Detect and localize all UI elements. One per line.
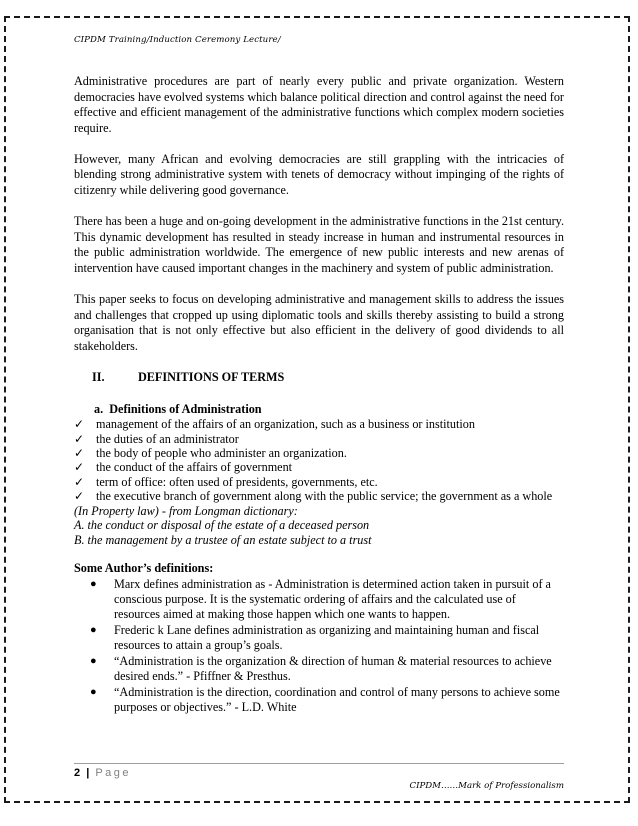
document-body: [74, 74, 564, 716]
checkmark-icon: ✓: [74, 445, 85, 460]
paragraph: Administrative procedures are part of nearly every public and private organization. Western democracies have evolved systems which balance political direction and control against the need for effective and efficient management of the administrative functions which complex modern societies require.: [74, 74, 564, 135]
page-label: Page: [95, 767, 132, 779]
author-definition-text: “Administration is the organization & direction of human & material resources to achieve desired ends.” - Pfiffner & Presthus.: [114, 653, 552, 684]
definition-text: the conduct of the affairs of government: [96, 460, 293, 475]
property-law-heading: (In Property law) - from Longman dictionary:: [74, 503, 298, 518]
list-item: [74, 460, 564, 474]
bullet-icon: ●: [90, 624, 97, 637]
definitions-list: [74, 417, 564, 503]
list-item: [74, 685, 564, 715]
page-separator: |: [86, 767, 90, 779]
bullet-icon: ●: [90, 654, 97, 667]
author-definition-text: Frederic k Lane defines administration as organizing and maintaining human and fiscal resources to attain a group’s goals.: [114, 623, 540, 653]
author-definition-text: “Administration is the direction, coordination and control of many persons to achieve some purposes or objectives.” - L.D. White: [114, 684, 560, 715]
list-item: [74, 623, 564, 653]
running-header: CIPDM Training/Induction Ceremony Lecture/: [74, 35, 281, 45]
list-item: [74, 475, 564, 489]
page-number-value: 2: [74, 767, 81, 779]
definition-text: term of office: often used of presidents, governments, etc.: [96, 474, 378, 489]
subsection-title: Definitions of Administration: [109, 401, 262, 416]
footer-divider: [74, 763, 564, 764]
list-item: [74, 654, 564, 684]
definition-text: management of the affairs of an organization, such as a business or institution: [96, 417, 475, 432]
checkmark-icon: ✓: [74, 431, 85, 446]
checkmark-icon: ✓: [74, 474, 85, 489]
list-item: [74, 446, 564, 460]
paragraph: This paper seeks to focus on developing administrative and management skills to address the issues and challenges that cropped up using diplomatic tools and skills thereby assisting to build a strong organisation that is not only effective but also efficient in the delivery of good dividends to all stakeholders.: [74, 292, 564, 353]
list-item: [74, 432, 564, 446]
bullet-icon: ●: [90, 577, 97, 590]
subsection-heading: [94, 402, 564, 418]
checkmark-icon: ✓: [74, 489, 85, 504]
author-definitions-list: [74, 577, 564, 715]
list-item: [74, 489, 564, 503]
footer-tagline: CIPDM……Mark of Professionalism: [409, 781, 564, 791]
paragraph: There has been a huge and on-going development in the administrative functions in the 21st century. This dynamic development has resulted in steady increase in human and instrumental resources in the public administration worldwide. The emergence of new public interests and new arenas of intervention have caused important changes in the machinery and system of public administration.: [74, 214, 564, 275]
page-number: [74, 767, 131, 779]
definition-text: the executive branch of government along with the public service; the government as a whole: [96, 489, 553, 504]
list-item: [74, 417, 564, 431]
section-number: II.: [92, 369, 105, 384]
property-law-item: A. the conduct or disposal of the estate of a deceased person: [74, 518, 370, 533]
author-definition-text: Marx defines administration as - Administration is determined action taken in pursuit of a conscious purpose. It is the systematic ordering of affairs and the calculated use of resources aimed at making those happen which one wants to happen.: [114, 576, 551, 622]
section-title: DEFINITIONS OF TERMS: [138, 369, 285, 384]
checkmark-icon: ✓: [74, 460, 85, 475]
definition-text: the duties of an administrator: [96, 431, 239, 446]
subsection-label: a.: [94, 401, 104, 416]
checkmark-icon: ✓: [74, 417, 85, 432]
property-law-item: B. the management by a trustee of an estate subject to a trust: [74, 532, 372, 547]
section-heading: [92, 370, 564, 386]
paragraph: However, many African and evolving democracies are still grappling with the intricacies of blending strong administrative system with tenets of democracy without impinging of the rights of citizenry while delivering good governance.: [74, 151, 564, 198]
authors-heading: Some Author’s definitions:: [74, 561, 214, 576]
list-item: [74, 577, 564, 623]
definition-text: the body of people who administer an organization.: [96, 445, 347, 460]
bullet-icon: ●: [90, 685, 97, 698]
